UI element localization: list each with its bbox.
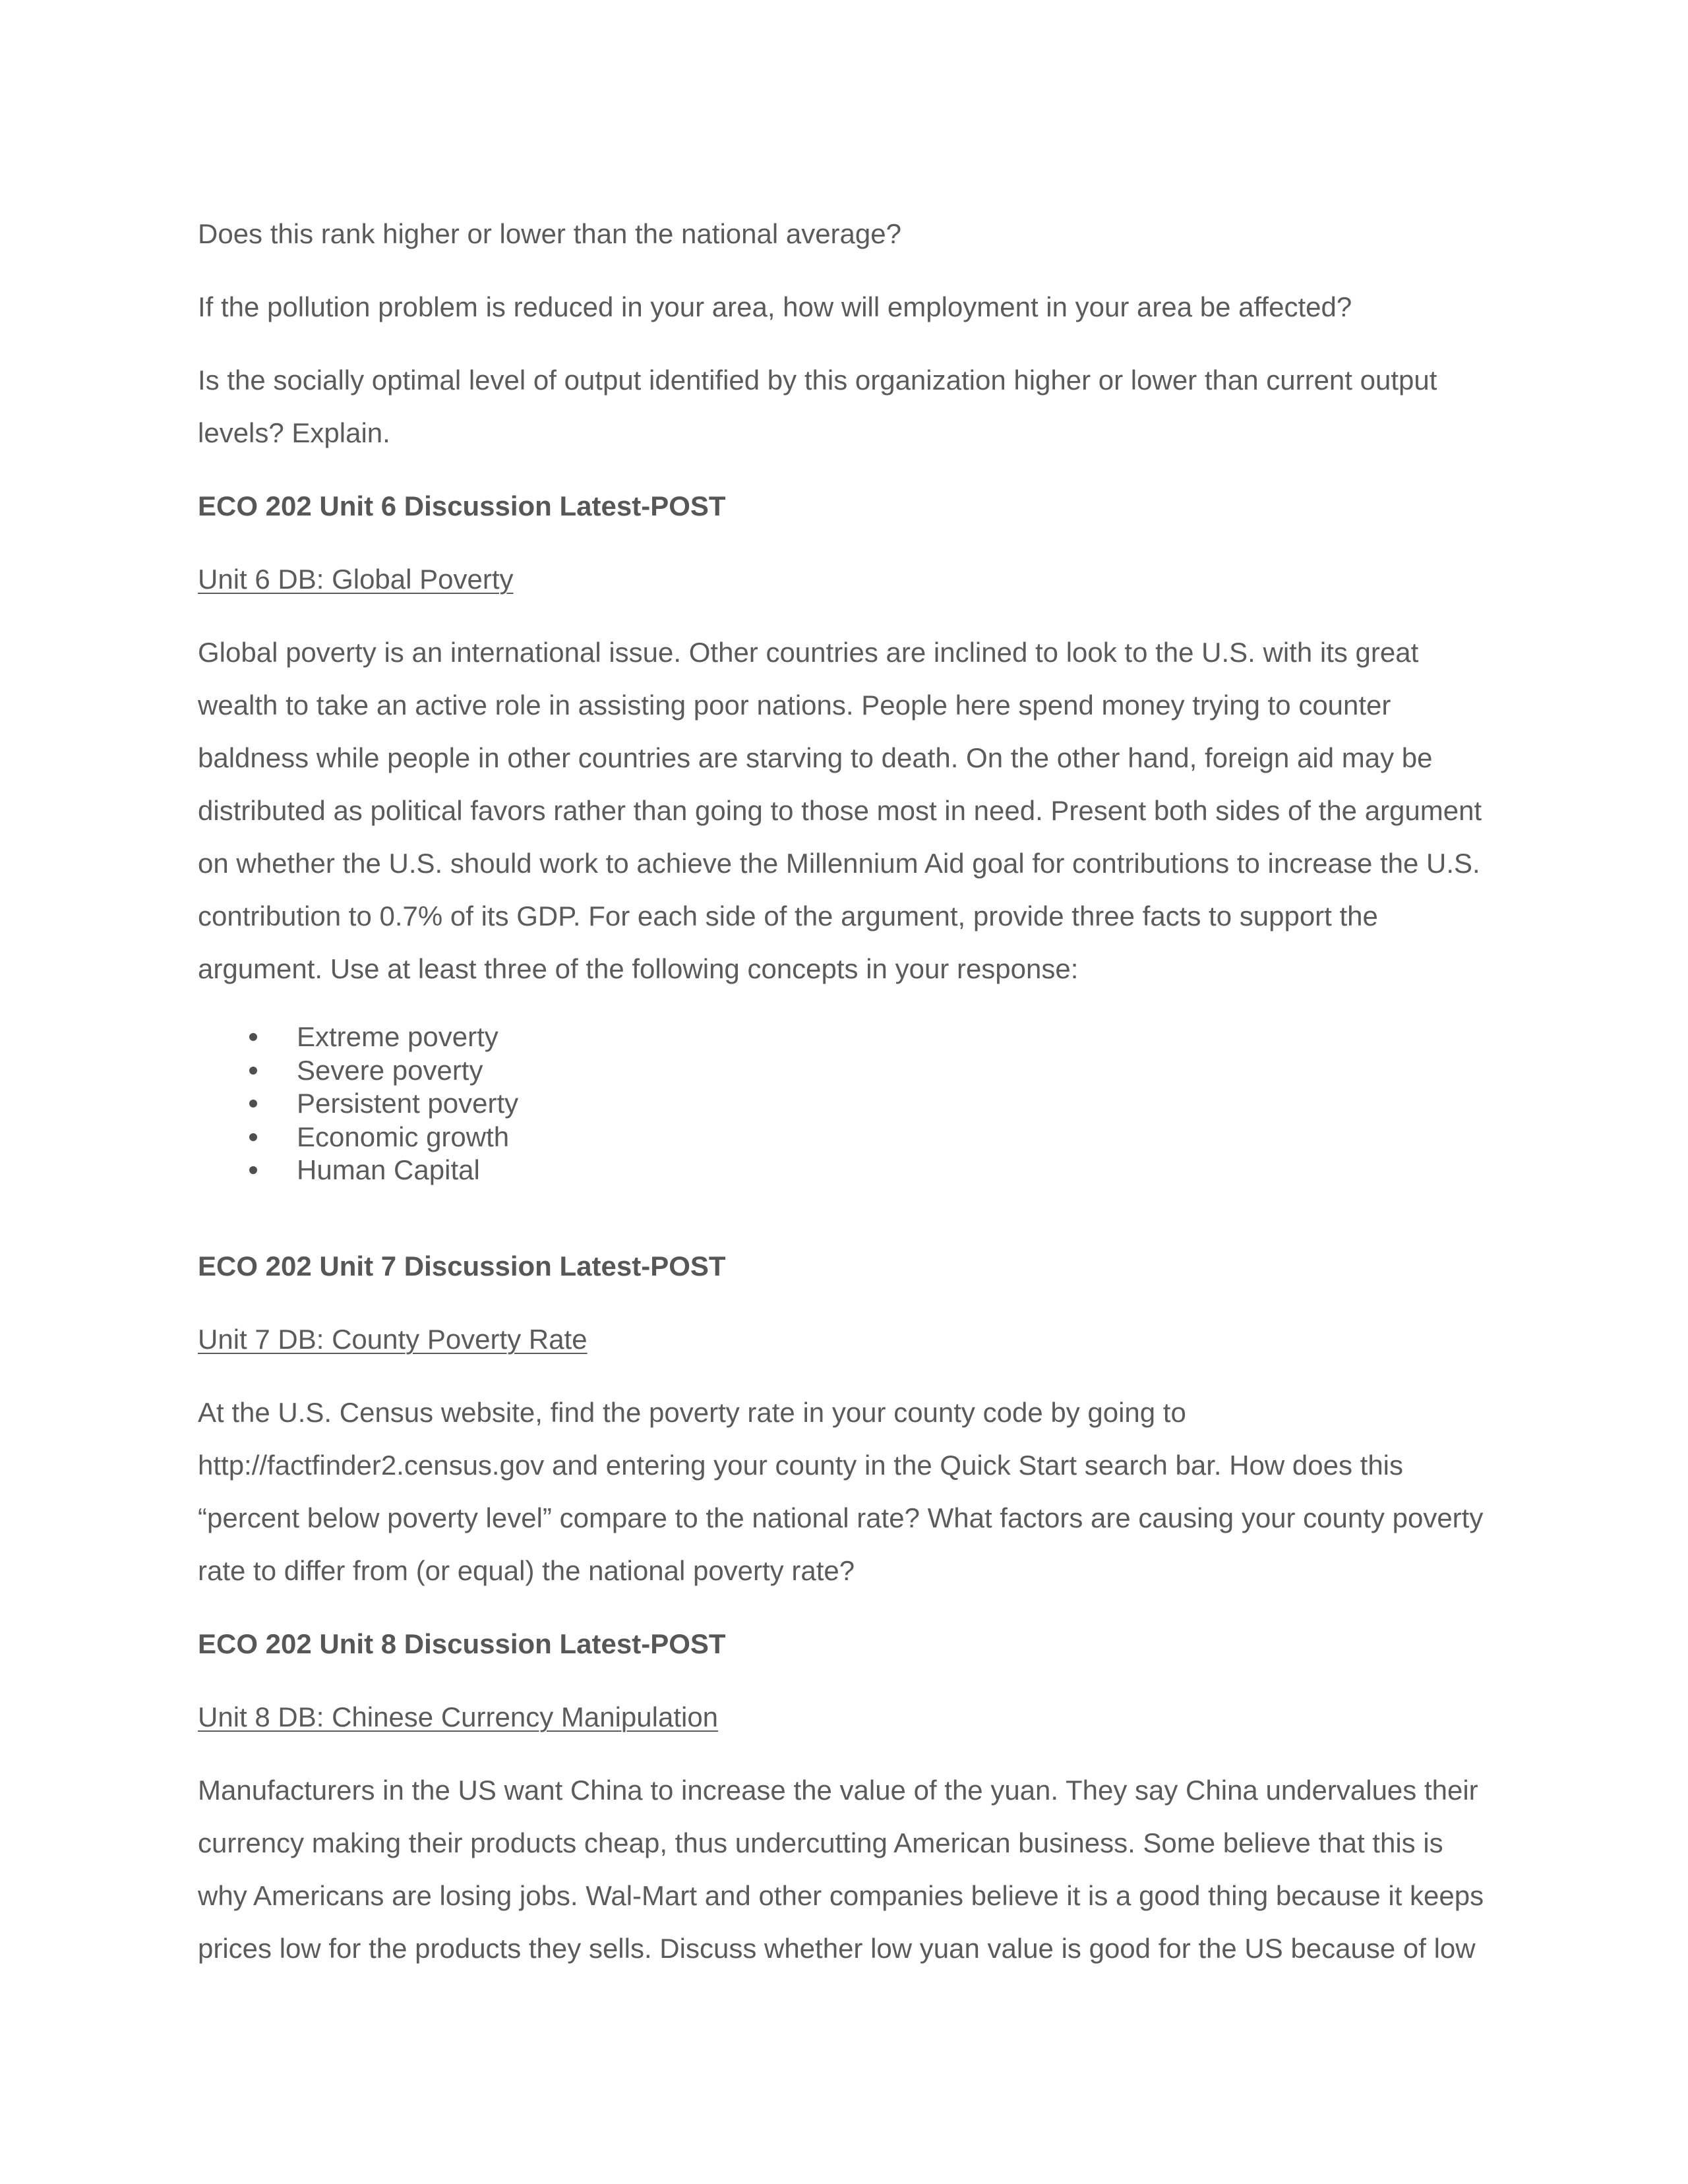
unit8-body-line: currency making their products cheap, thus undercutting American business. Some believe that this is: [198, 1827, 1443, 1858]
list-item: [198, 1054, 518, 1088]
unit7-body-line: At the U.S. Census website, find the poverty rate in your county code by going to: [198, 1397, 1186, 1428]
unit8-body-line: Manufacturers in the US want China to increase the value of the yuan. They say China undervalues their: [198, 1775, 1478, 1806]
list-item: [198, 1020, 518, 1054]
bullet-icon: [249, 1166, 257, 1174]
unit7-db-link[interactable]: Unit 7 DB: County Poverty Rate: [198, 1324, 588, 1355]
poverty-concepts-list: [198, 1020, 518, 1187]
bullet-icon: [249, 1100, 257, 1107]
unit6-db-link[interactable]: Unit 6 DB: Global Poverty: [198, 564, 514, 595]
unit8-body-line: why Americans are losing jobs. Wal-Mart and other companies believe it is a good thing because it keeps: [198, 1880, 1484, 1911]
list-item-label: Human Capital: [297, 1154, 480, 1185]
list-item: [198, 1154, 518, 1187]
bullet-icon: [249, 1133, 257, 1141]
unit6-body-line: argument. Use at least three of the following concepts in your response:: [198, 953, 1079, 984]
unit8-body-line: prices low for the products they sells. Discuss whether low yuan value is good for the US because of low: [198, 1933, 1476, 1964]
list-item-label: Extreme poverty: [297, 1021, 498, 1052]
list-item: [198, 1121, 518, 1154]
list-item-label: Economic growth: [297, 1121, 510, 1152]
question-socially-optimal-line-1: Is the socially optimal level of output identified by this organization higher or lower than current output: [198, 365, 1437, 396]
question-socially-optimal-line-2: levels? Explain.: [198, 417, 390, 448]
unit7-body-line: “percent below poverty level” compare to the national rate? What factors are causing your county poverty: [198, 1502, 1484, 1533]
unit7-body-line: http://factfinder2.census.gov and entering your county in the Quick Start search bar. How does this: [198, 1450, 1404, 1481]
list-item-label: Persistent poverty: [297, 1088, 519, 1119]
list-item-label: Severe poverty: [297, 1054, 483, 1086]
unit6-body-line: Global poverty is an international issue. Other countries are inclined to look to the U.S. with its great: [198, 637, 1419, 668]
unit6-body-line: contribution to 0.7% of its GDP. For each side of the argument, provide three facts to support the: [198, 900, 1378, 931]
unit6-body-line: distributed as political favors rather than going to those most in need. Present both sides of the argument: [198, 795, 1482, 826]
unit7-heading: ECO 202 Unit 7 Discussion Latest-POST: [198, 1251, 726, 1282]
unit6-body-line: baldness while people in other countries are starving to death. On the other hand, foreign aid may be: [198, 742, 1433, 773]
unit6-body-line: wealth to take an active role in assisting poor nations. People here spend money trying to counter: [198, 690, 1391, 721]
bullet-icon: [249, 1067, 257, 1075]
unit8-db-link[interactable]: Unit 8 DB: Chinese Currency Manipulation: [198, 1701, 719, 1732]
bullet-icon: [249, 1033, 257, 1041]
list-item: [198, 1087, 518, 1121]
question-pollution-employment: If the pollution problem is reduced in your area, how will employment in your area be affected?: [198, 291, 1352, 322]
unit7-body-line: rate to differ from (or equal) the national poverty rate?: [198, 1555, 855, 1586]
unit8-heading: ECO 202 Unit 8 Discussion Latest-POST: [198, 1628, 726, 1659]
unit6-heading: ECO 202 Unit 6 Discussion Latest-POST: [198, 490, 726, 521]
question-national-average: Does this rank higher or lower than the national average?: [198, 218, 901, 249]
unit6-body-line: on whether the U.S. should work to achieve the Millennium Aid goal for contributions to increase the U.S.: [198, 848, 1480, 879]
document-page: [198, 0, 1490, 2184]
